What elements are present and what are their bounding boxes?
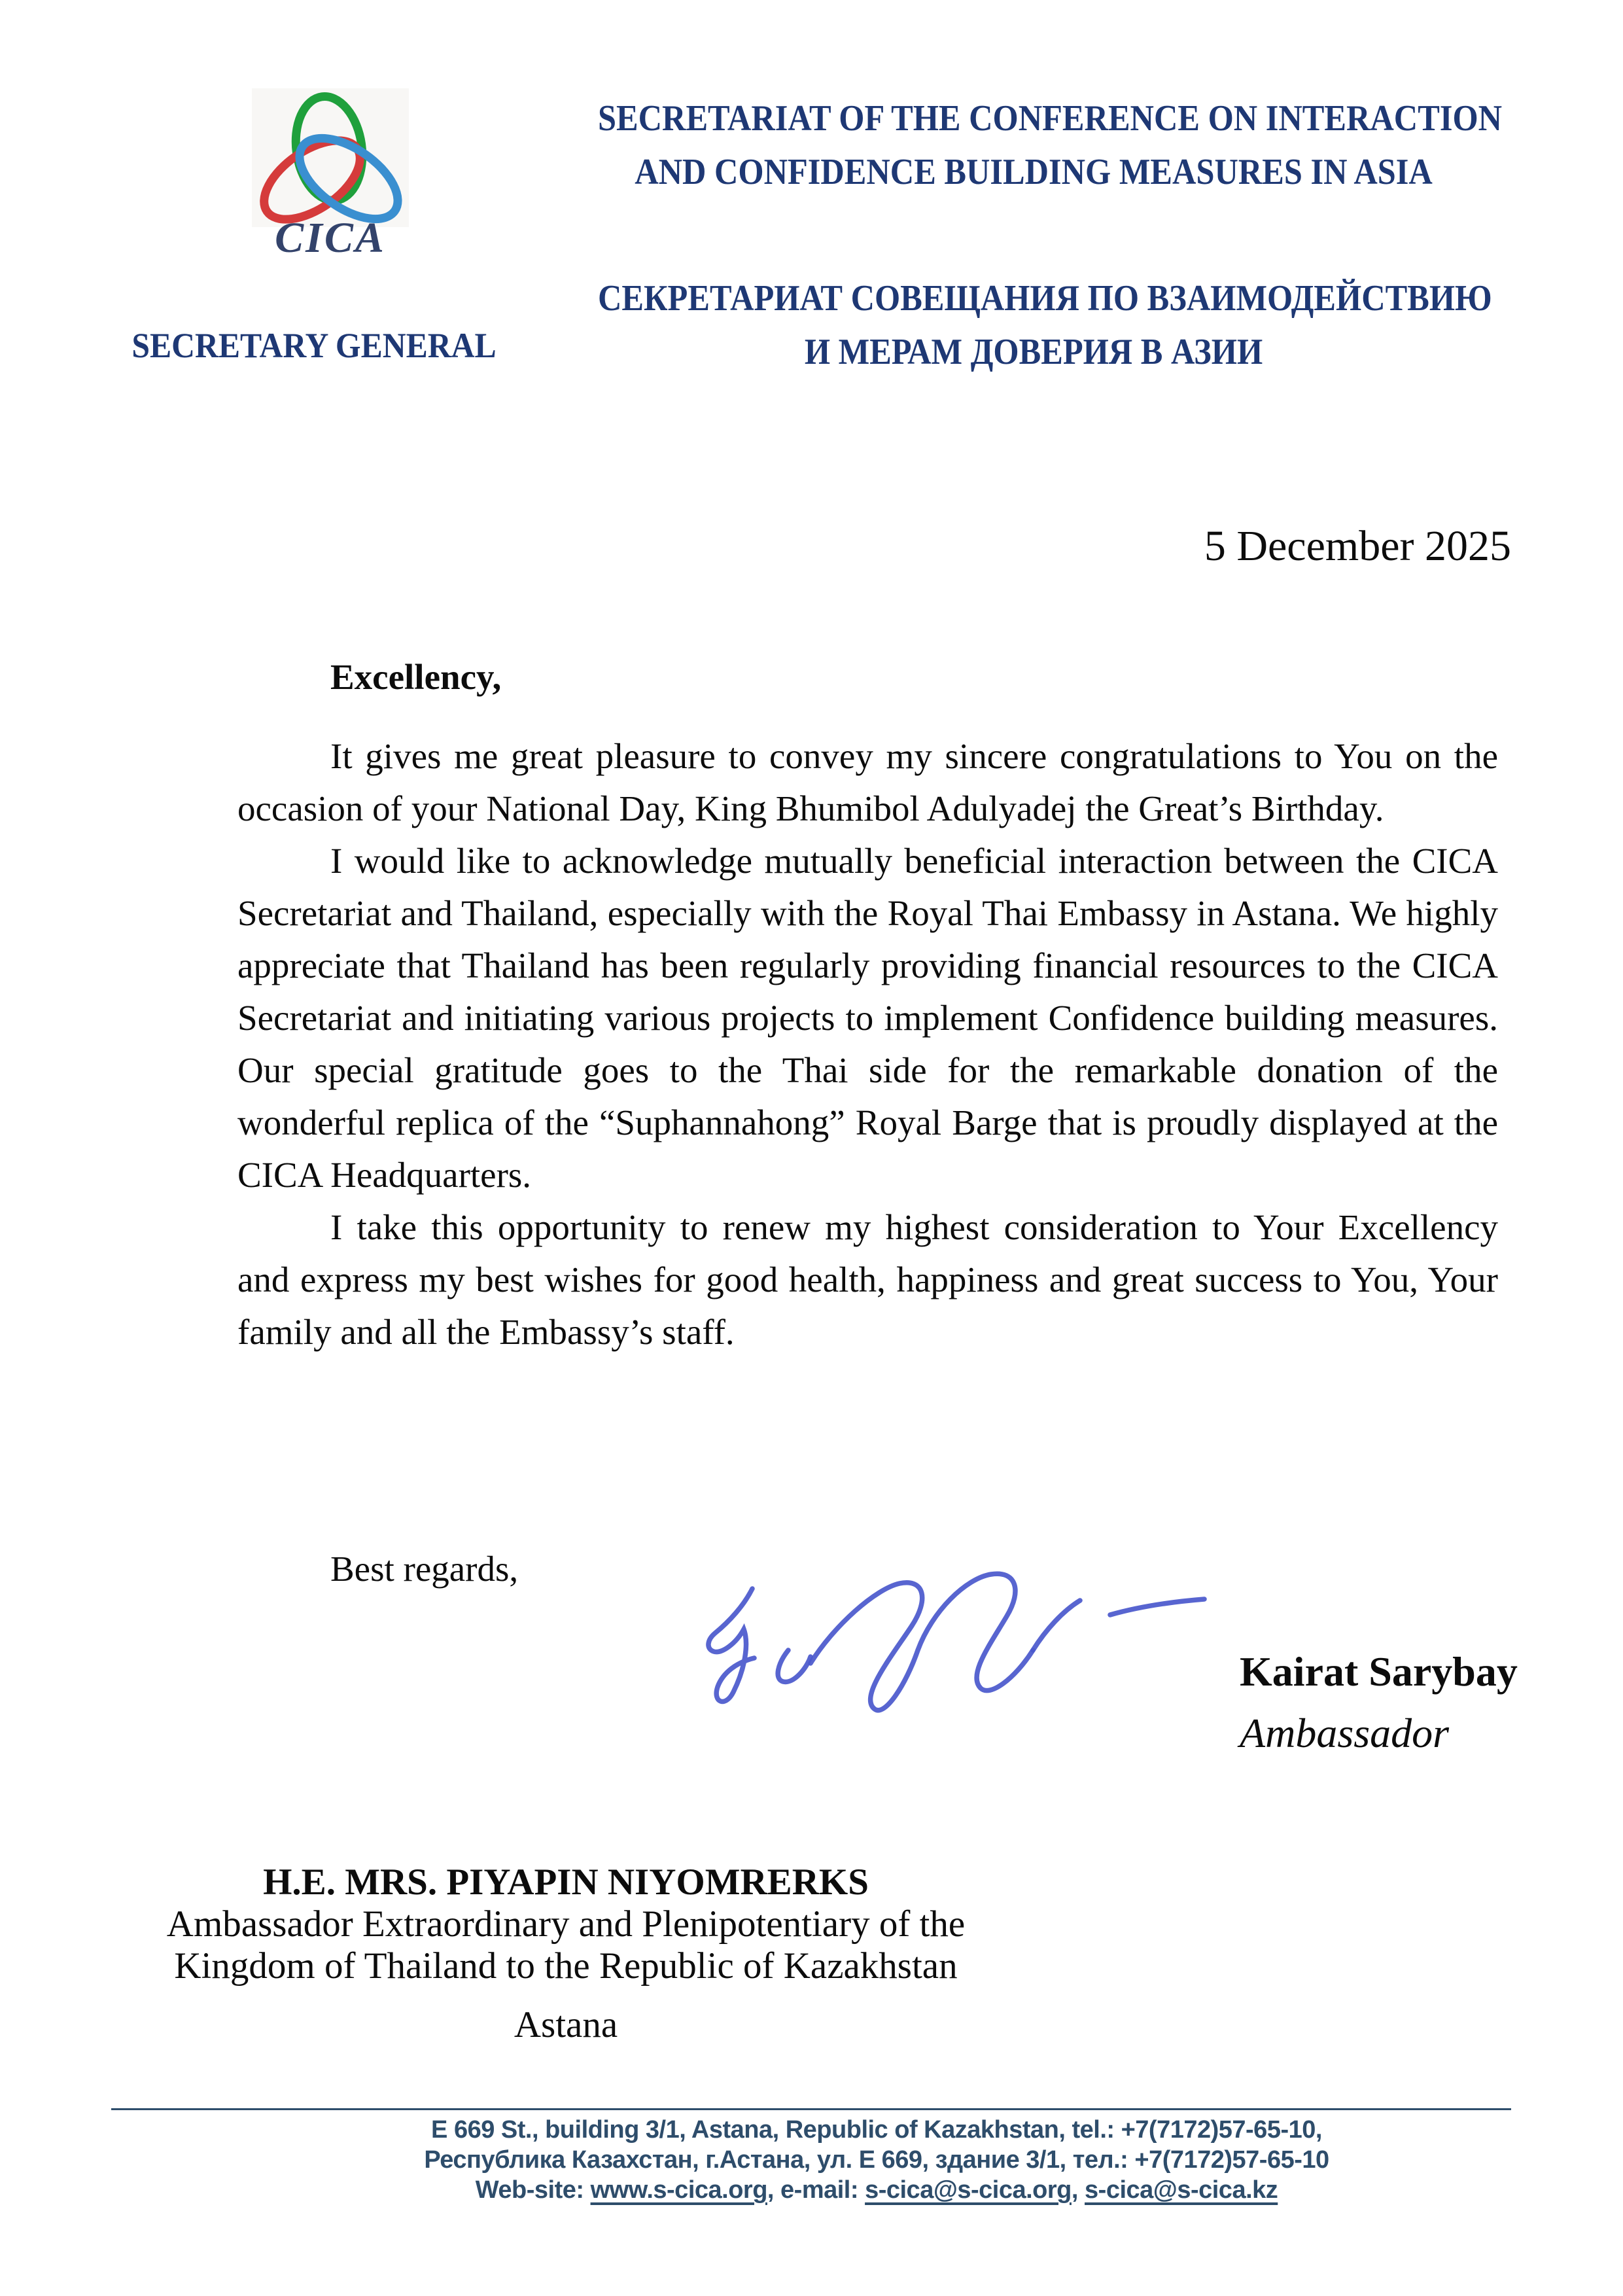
- recipient-block: [124, 1862, 1007, 2046]
- email-link-kz[interactable]: s-cica@s-cica.kz: [1085, 2176, 1278, 2204]
- salutation: Excellency,: [330, 657, 502, 697]
- signer-title: Ambassador: [1240, 1710, 1450, 1756]
- paragraph-2: I would like to acknowledge mutually beneficial interaction between the CICA Secretariat and Thailand, especially with the Royal Thai Embassy in Astana. We highly appreciate that Thailand has been regularly providing financial resources to the CICA Secretariat and initiating various projects to implement Confidence building measures. Our special gratitude goes to the Thai side for the remarkable donation of the wonderful replica of the “Suphannahong” Royal Barge that is proudly displayed at the CICA Headquarters.: [237, 841, 1498, 1195]
- recipient-title-line2: Kingdom of Thailand to the Republic of Kazakhstan: [174, 1945, 958, 1987]
- trefoil-rings-icon: [252, 88, 409, 227]
- footer-email-label: , e-mail:: [767, 2176, 865, 2204]
- recipient-name: H.E. MRS. PIYAPIN NIYOMRERKS: [263, 1862, 869, 1903]
- org-title-english-line1: SECRETARIAT OF THE CONFERENCE ON INTERACTION: [598, 98, 1503, 139]
- footer-website-label: Web-site:: [475, 2176, 591, 2204]
- org-title-russian: [598, 272, 1492, 379]
- signer-name: Kairat Sarybay: [1240, 1648, 1518, 1695]
- cica-logo-icon: [252, 88, 409, 227]
- footer-link-separator: ,: [1071, 2176, 1085, 2204]
- org-title-russian-line2: И МЕРАМ ДОВЕРИЯ В АЗИИ: [804, 332, 1263, 372]
- org-title-english-line2: AND CONFIDENCE BUILDING MEASURES IN ASIA: [635, 152, 1433, 192]
- org-title-english: [598, 92, 1503, 199]
- recipient-title-line1: Ambassador Extraordinary and Plenipotentiary of the: [166, 1903, 966, 1945]
- recipient-city: Astana: [514, 2004, 618, 2045]
- secretary-general-title: SECRETARY GENERAL: [131, 326, 497, 365]
- footer-links-line: [255, 2175, 1498, 2205]
- footer-contact-block: [255, 2115, 1498, 2205]
- logo-wordmark: CICA: [275, 214, 386, 262]
- handwritten-signature: [690, 1538, 1220, 1740]
- email-link-org[interactable]: s-cica@s-cica.org: [865, 2176, 1072, 2204]
- closing-regards: Best regards,: [330, 1549, 519, 1589]
- paragraph-1: It gives me great pleasure to convey my sincere congratulations to You on the occasion of your National Day, King Bhumibol Adulyadej the Great’s Birthday.: [237, 736, 1498, 828]
- footer-address-english: E 669 St., building 3/1, Astana, Republic of Kazakhstan, tel.: +7(7172)57-65-10,: [431, 2116, 1322, 2144]
- footer-address-russian: Республика Казахстан, г.Астана, ул. Е 669, здание 3/1, тел.: +7(7172)57-65-10: [424, 2146, 1329, 2174]
- website-link[interactable]: www.s-cica.org: [590, 2176, 767, 2204]
- footer-divider: [111, 2108, 1511, 2110]
- paragraph-3: I take this opportunity to renew my highest consideration to Your Excellency and express my best wishes for good health, happiness and great success to You, Your family and all the Embassy’s staff.: [237, 1207, 1498, 1352]
- org-title-russian-line1: СЕКРЕТАРИАТ СОВЕЩАНИЯ ПО ВЗАИМОДЕЙСТВИЮ: [598, 278, 1492, 319]
- letter-date: 5 December 2025: [1204, 522, 1511, 570]
- letter-body: [237, 730, 1498, 1358]
- signature-ink-icon: [690, 1538, 1220, 1740]
